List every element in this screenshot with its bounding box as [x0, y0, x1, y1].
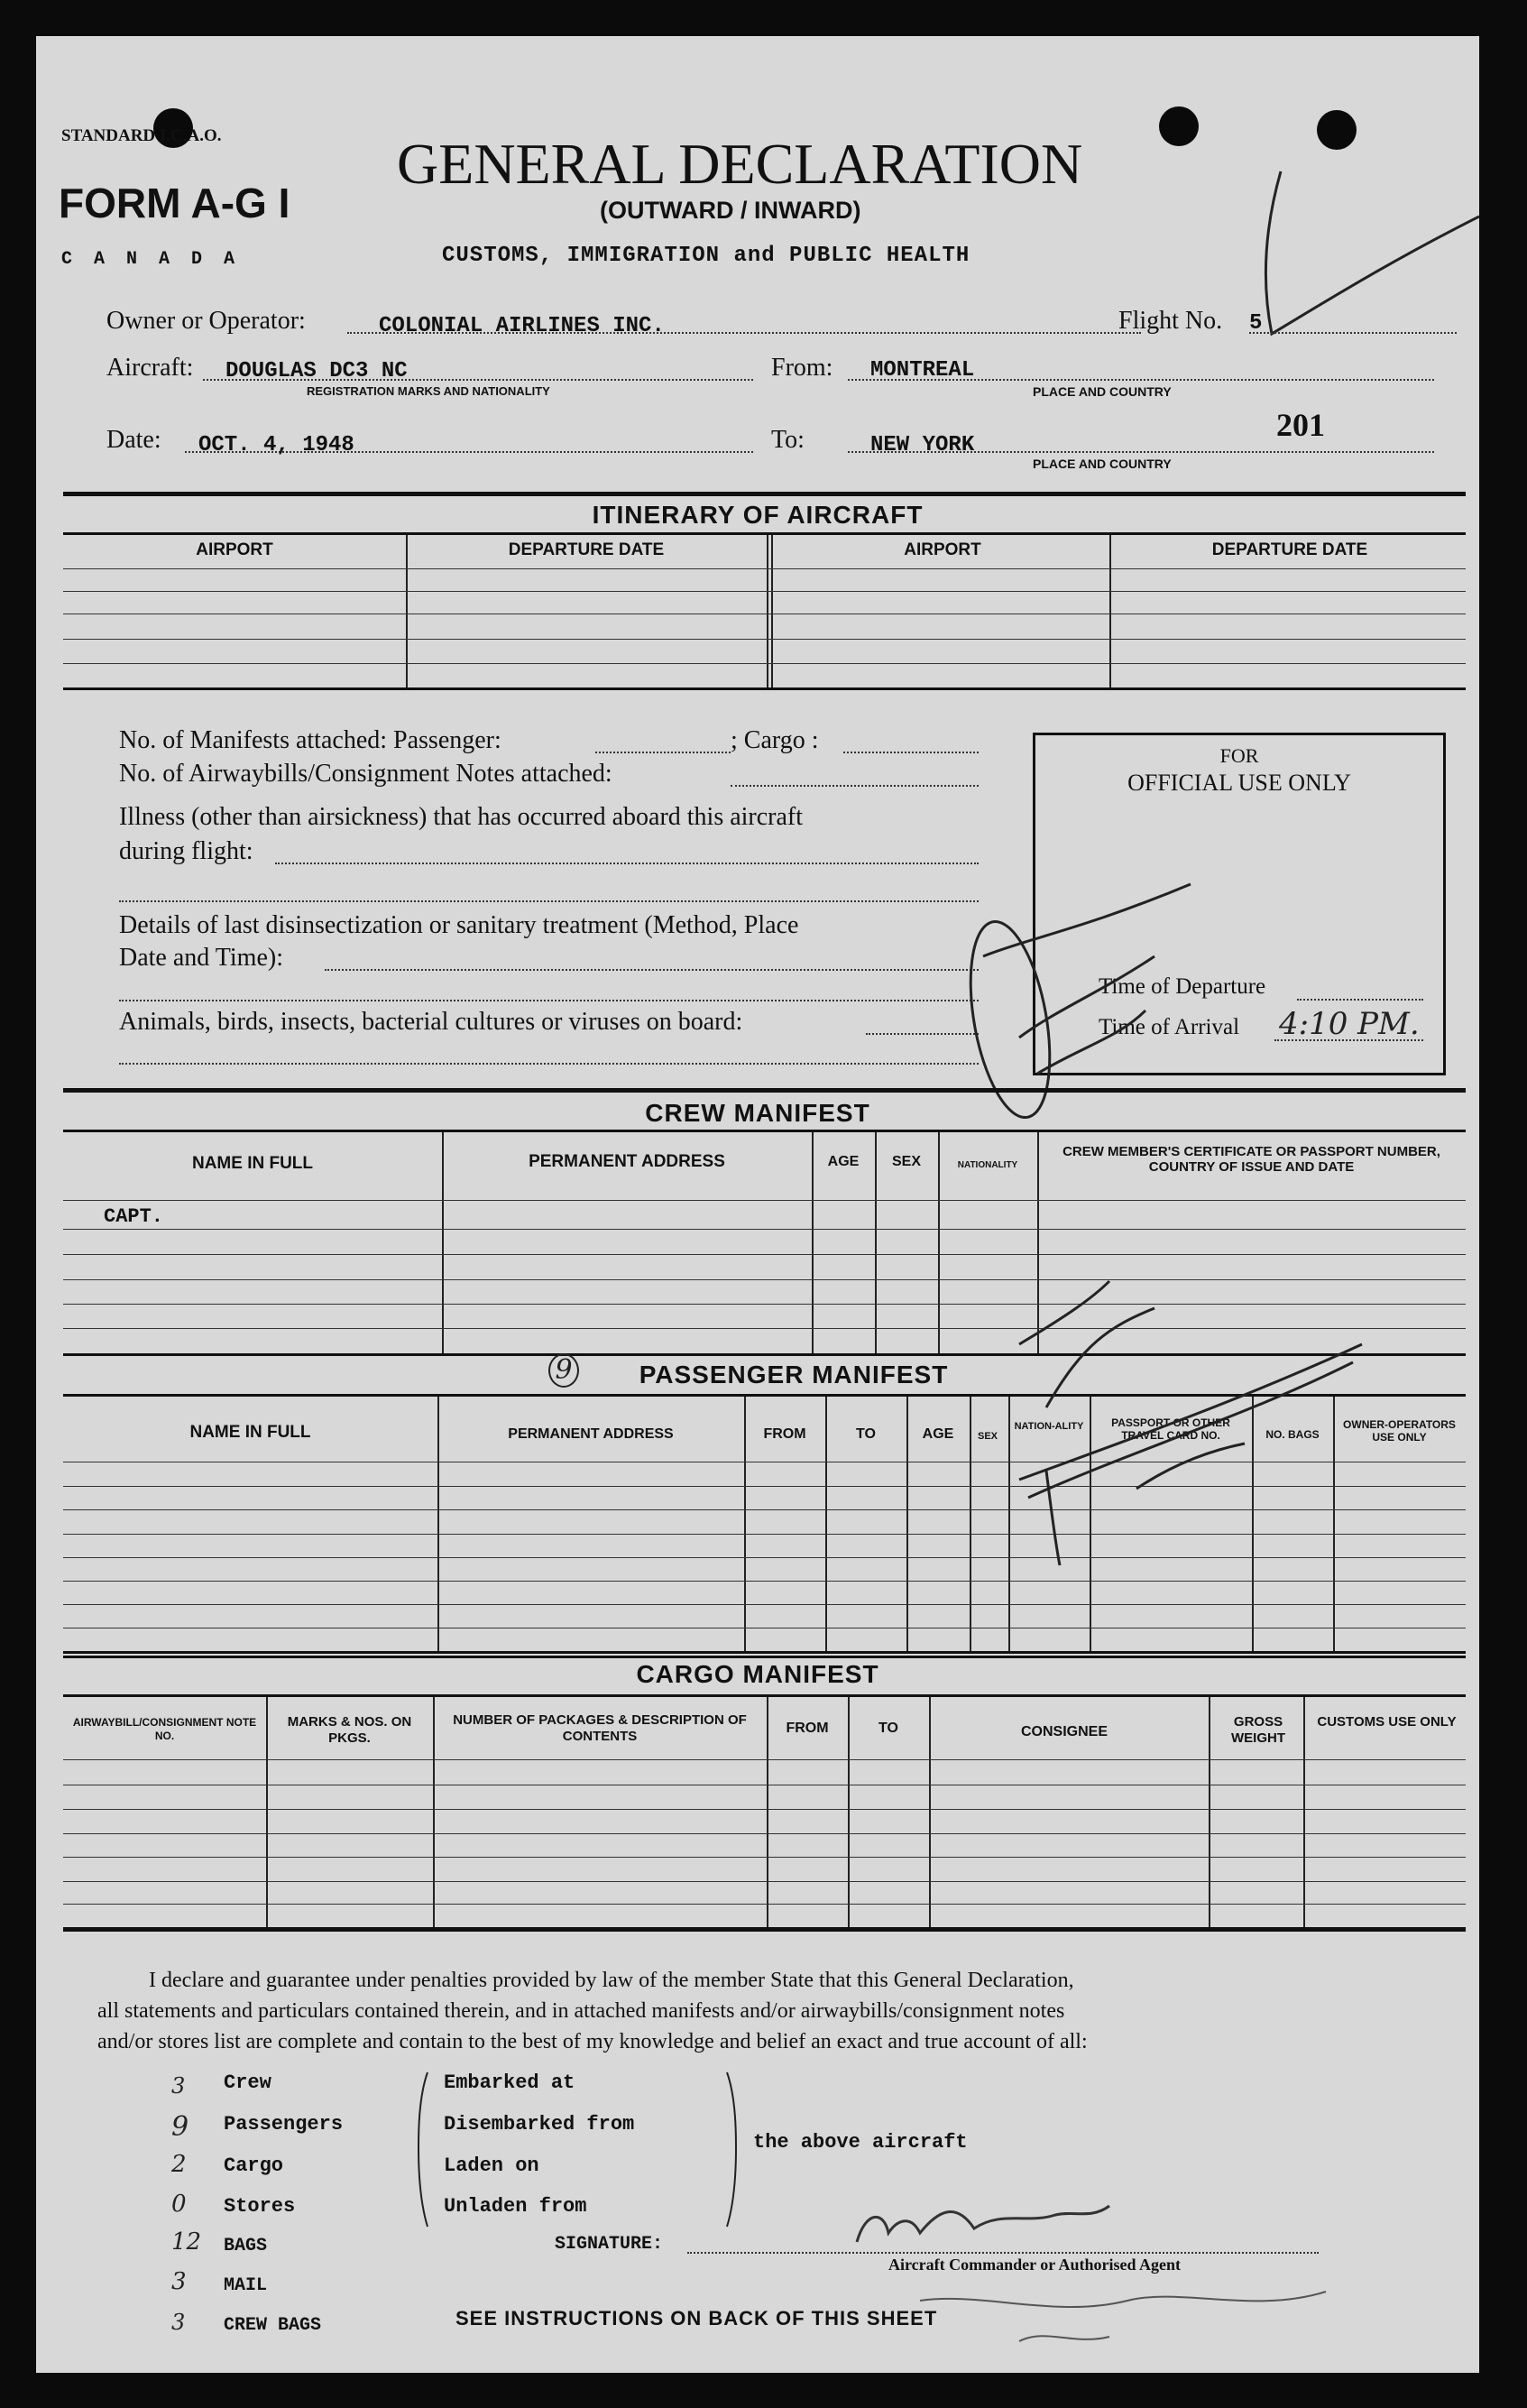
- date-value[interactable]: OCT. 4, 1948: [198, 433, 354, 457]
- instructions-note: SEE INSTRUCTIONS ON BACK OF THIS SHEET: [455, 2307, 938, 2330]
- declaration-text-2: all statements and particulars contained therein, and in attached manifests and/or airwaybills/consignment notes: [97, 1999, 1065, 2023]
- item-label: BAGS: [224, 2236, 268, 2256]
- to-label: To:: [771, 426, 805, 454]
- crew-col-nationality: NATIONALITY: [957, 1160, 1018, 1170]
- passenger-title: PASSENGER MANIFEST: [639, 1361, 949, 1389]
- form-subtitle: (OUTWARD / INWARD): [600, 197, 861, 224]
- aircraft-caption: REGISTRATION MARKS AND NATIONALITY: [307, 384, 550, 398]
- customs-signature: [947, 830, 1245, 1119]
- cargo-col-from: FROM: [786, 1721, 829, 1736]
- cargo-col-airwaybill: AIRWAYBILL/CONSIGNMENT NOTE NO.: [72, 1716, 257, 1742]
- item-count[interactable]: 3: [171, 2310, 186, 2335]
- passenger-col-address: PERMANENT ADDRESS: [508, 1426, 674, 1442]
- declaration-text: I declare and guarantee under penalties provided by law of the member State that this General Declaration,: [149, 1969, 1074, 1992]
- illness-question-2: during flight:: [119, 837, 253, 865]
- animals-question: Animals, birds, insects, bacterial cultures or viruses on board:: [119, 1008, 743, 1036]
- item-count[interactable]: 0: [171, 2191, 187, 2218]
- airwaybills-question: No. of Airwaybills/Consignment Notes attached:: [119, 760, 612, 788]
- departure-label: Time of Departure: [1099, 974, 1266, 999]
- itinerary-col-airport: AIRPORT: [196, 540, 273, 559]
- form-title: GENERAL DECLARATION: [397, 132, 1083, 196]
- crew-col-sex: SEX: [891, 1154, 921, 1169]
- signature-caption: Aircraft Commander or Authorised Agent: [888, 2256, 1181, 2274]
- check-mark: [1209, 162, 1479, 370]
- country-label: C A N A D A: [61, 249, 241, 270]
- date-label: Date:: [106, 426, 161, 454]
- to-caption: PLACE AND COUNTRY: [1033, 457, 1172, 471]
- flight-label: Flight No.: [1118, 307, 1223, 335]
- commander-signature: [848, 2192, 1118, 2256]
- standard-label: STANDARD I.C.A.O.: [61, 126, 222, 145]
- cargo-question: ; Cargo :: [731, 726, 819, 754]
- action-embarked: Embarked at: [444, 2071, 575, 2094]
- cargo-col-customs: CUSTOMS USE ONLY: [1317, 1714, 1457, 1730]
- itinerary-col-departure-2: DEPARTURE DATE: [1211, 540, 1368, 559]
- punch-hole: [1159, 106, 1199, 146]
- item-count[interactable]: 3: [171, 2073, 186, 2099]
- bottom-scribble: [911, 2265, 1380, 2355]
- passenger-col-passport: PASSPORT OR OTHER TRAVEL CARD NO.: [1111, 1416, 1230, 1442]
- passenger-count[interactable]: 9: [548, 1353, 579, 1388]
- owner-value[interactable]: COLONIAL AIRLINES INC.: [379, 314, 665, 338]
- from-caption: PLACE AND COUNTRY: [1033, 384, 1172, 399]
- cargo-col-marks: MARKS & NOS. ON PKGS.: [287, 1714, 412, 1746]
- item-count[interactable]: 3: [171, 2268, 187, 2295]
- passenger-col-name: NAME IN FULL: [189, 1423, 311, 1442]
- handwritten-notes: [1010, 1182, 1389, 1570]
- itinerary-title: ITINERARY OF AIRCRAFT: [592, 501, 924, 529]
- item-label: MAIL: [224, 2275, 268, 2296]
- manifests-question: No. of Manifests attached: Passenger:: [119, 726, 501, 754]
- cargo-col-weight: GROSS WEIGHT: [1231, 1714, 1285, 1746]
- cargo-col-to: TO: [878, 1721, 898, 1736]
- flight-value[interactable]: 5: [1249, 311, 1263, 336]
- punch-hole: [1317, 110, 1357, 150]
- item-label: Cargo: [224, 2154, 284, 2177]
- item-count[interactable]: 9: [171, 2111, 189, 2143]
- crew-col-address: PERMANENT ADDRESS: [529, 1152, 725, 1171]
- to-value[interactable]: NEW YORK: [870, 433, 975, 457]
- item-label: CREW BAGS: [224, 2315, 322, 2336]
- official-title-2: OFFICIAL USE ONLY: [1127, 770, 1351, 796]
- arrival-label: Time of Arrival: [1099, 1015, 1240, 1039]
- crew-col-age: AGE: [827, 1154, 860, 1169]
- passenger-col-from: FROM: [763, 1426, 806, 1442]
- declaration-form: [36, 36, 1479, 2373]
- signature-label: SIGNATURE:: [555, 2234, 664, 2255]
- form-number: FORM A-G I: [59, 180, 290, 226]
- cargo-col-consignee: CONSIGNEE: [1020, 1724, 1108, 1739]
- illness-question: Illness (other than airsickness) that has occurred aboard this aircraft: [119, 803, 804, 831]
- stamp-number: 201: [1276, 407, 1325, 443]
- item-count[interactable]: 2: [171, 2151, 187, 2178]
- passenger-col-owner: OWNER-OPERATORS USE ONLY: [1343, 1418, 1456, 1444]
- aircraft-value[interactable]: DOUGLAS DC3 NC: [225, 359, 408, 383]
- arrival-value[interactable]: 4:10 PM.: [1279, 1006, 1420, 1042]
- crew-col-certificate: CREW MEMBER'S CERTIFICATE OR PASSPORT NUMBER, COUNTRY OF ISSUE AND DATE: [1062, 1144, 1440, 1175]
- action-unladen: Unladen from: [444, 2195, 587, 2218]
- passenger-col-age: AGE: [922, 1426, 954, 1442]
- itinerary-col-airport-2: AIRPORT: [904, 540, 981, 559]
- itinerary-col-departure: DEPARTURE DATE: [508, 540, 665, 559]
- passenger-col-to: TO: [856, 1426, 876, 1442]
- disinsect-question: Details of last disinsectization or sanitary treatment (Method, Place: [119, 911, 799, 939]
- item-label: Stores: [224, 2195, 296, 2218]
- owner-label: Owner or Operator:: [106, 307, 306, 335]
- declaration-text-3: and/or stores list are complete and contain to the best of my knowledge and belief an exact and true account of all:: [97, 2030, 1088, 2053]
- crew-row-1-name[interactable]: CAPT.: [104, 1205, 164, 1228]
- cargo-title: CARGO MANIFEST: [636, 1660, 879, 1688]
- cargo-col-packages: NUMBER OF PACKAGES & DESCRIPTION OF CONTENTS: [453, 1712, 747, 1744]
- action-laden: Laden on: [444, 2154, 539, 2177]
- passenger-col-bags: NO. BAGS: [1265, 1428, 1320, 1441]
- crew-col-name: NAME IN FULL: [191, 1154, 314, 1173]
- form-subheading: CUSTOMS, IMMIGRATION and PUBLIC HEALTH: [442, 244, 970, 268]
- passenger-col-sex: SEX: [977, 1431, 998, 1442]
- left-bracket: [415, 2071, 433, 2228]
- from-value[interactable]: MONTREAL: [870, 358, 975, 383]
- aircraft-label: Aircraft:: [106, 354, 194, 382]
- crew-title: CREW MANIFEST: [645, 1099, 870, 1127]
- item-label: Crew: [224, 2071, 271, 2094]
- passenger-col-nationality: NATION-ALITY: [1014, 1421, 1084, 1432]
- action-disembarked: Disembarked from: [444, 2113, 635, 2136]
- from-label: From:: [771, 354, 833, 382]
- item-label: Passengers: [224, 2113, 344, 2136]
- item-count[interactable]: 12: [171, 2228, 202, 2256]
- declaration-object: the above aircraft: [753, 2131, 968, 2154]
- disinsect-question-2: Date and Time):: [119, 944, 283, 972]
- right-bracket: [722, 2071, 740, 2228]
- official-title: FOR: [1219, 744, 1259, 767]
